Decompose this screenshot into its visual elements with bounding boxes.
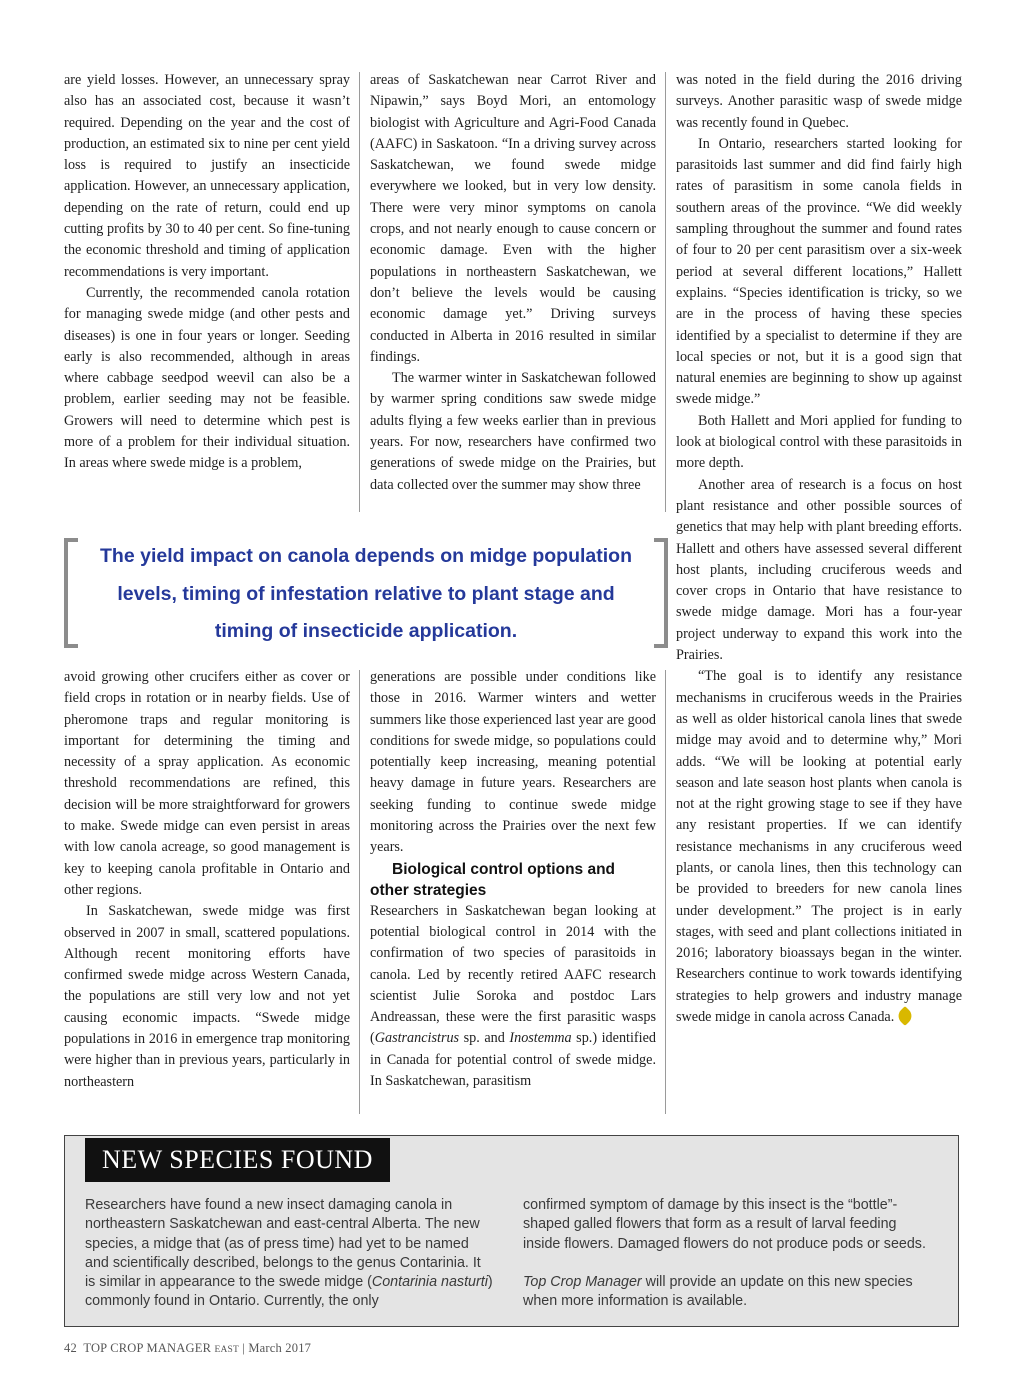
body-paragraph: Currently, the recommended canola rotation for managing swede midge (and other pests and diseases) is one in four years or longer. Seeding early is also recommended, although in areas where cabbage seedpod weevil can also be a problem, earlier seeding may not be feasible. Growers will need to determine which pest is more of a problem for their individual situation. In areas where swede midge is a problem, [64, 284, 350, 472]
pull-quote [64, 538, 668, 650]
article-column-3 [676, 70, 962, 1028]
column-divider [665, 670, 666, 1114]
article-column-1-upper [64, 70, 350, 475]
body-paragraph: generations are possible under conditions like those in 2016. Warmer winters and wetter summers like those experienced last year are good conditions for swede midge, so populations could potentially keep increasing, meaning potential heavy damage in future years. Researchers are seeking funding to continue swede midge monitoring across the Prairies over the next few years. [370, 669, 656, 856]
species-name: Inostemma [509, 1030, 572, 1047]
body-paragraph: Both Hallett and Mori applied for funding to look at biological control with these parasitoids in more depth. [676, 412, 962, 472]
species-name: Contarinia nasturti [371, 1274, 488, 1291]
sidebar-title: NEW SPECIES FOUND [85, 1138, 390, 1182]
body-paragraph: In Saskatchewan, swede midge was first observed in 2007 in small, scattered populations. Although recent monitoring efforts have confirmed swede midge across Western Canada, the populations are still very low and not yet causing economic impacts. “Swede midge populations in 2016 in emergence trap monitoring were higher than in previous years, particularly in northeastern [64, 903, 350, 1090]
body-paragraph: In Ontario, researchers started looking for parasitoids last summer and did find fairly high rates of parasitism in some canola fields in southern areas of the province. “We did weekly sampling throughout the summer and found rates of four to 20 per cent parasitism over a six-week period at several different locations,” Hallett explains. “Species identification is tricky, so we are in the process of having these species identified by a specialist to determine if they are local species or not, but it is a good sign that natural enemies are beginning to show up against swede midge.” [676, 135, 962, 408]
sidebar-paragraph: confirmed symptom of damage by this insect is the “bottle”-shaped galled flowers that form as a result of larval feeding inside flowers. Damaged flowers do not produce pods or seeds. [523, 1197, 926, 1252]
issue-date: March 2017 [248, 1341, 312, 1355]
sidebar-column-right [523, 1196, 933, 1311]
body-paragraph: avoid growing other crucifers either as cover or field crops in rotation or in nearby fields. Use of pheromone traps and regular monitoring is important for determining the timing and necessity of a spray application. As economic threshold recommendations are refined, this decision will be more straightforward for growers to make. Swede midge can even persist in areas with low canola acreage, so good management is key to keeping canola profitable in Ontario and other regions. [64, 669, 350, 898]
page-number: 42 [64, 1341, 77, 1355]
article-column-1-lower [64, 667, 350, 1093]
sidebar-box [64, 1135, 959, 1327]
sidebar-column-left [85, 1196, 495, 1312]
column-divider [665, 72, 666, 512]
page-footer [64, 1341, 311, 1356]
column-divider [359, 670, 360, 1114]
body-paragraph: areas of Saskatchewan near Carrot River and Nipawin,” says Boyd Mori, an entomology biologist with Agriculture and Agri-Food Canada (AAFC) in Saskatoon. “In a driving survey across Saskatchewan, we found swede midge everywhere we looked, but in very low density. There were very minor symptoms on canola crops, and not nearly enough to cause concern or economic damage. Even with the higher populations in northeastern Saskatchewan, we don’t believe the levels would be causing economic damage yet.” Driving surveys conducted in Alberta in 2016 resulted in similar findings. [370, 72, 656, 365]
edition-label: EAST [214, 1345, 239, 1355]
article-column-2-lower [370, 667, 656, 1092]
body-paragraph: was noted in the field during the 2016 driving surveys. Another parasitic wasp of swede midge was recently found in Quebec. [676, 72, 962, 131]
pull-quote-text: The yield impact on canola depends on midge population levels, timing of infestation relative to plant stage and timing of insecticide application. [100, 545, 632, 642]
body-paragraph: are yield losses. However, an unnecessary spray also has an associated cost, because it wasn’t required. Depending on the year and the cost of production, an estimated six to nine per cent yield loss is required to justify an insecticide application. However, an unnecessary application, depending on the rate of return, could end up cutting profits by 30 to 40 per cent. So fine-tuning the economic threshold and timing of application recommendations is very important. [64, 72, 350, 280]
canola-leaf-icon [895, 1006, 915, 1026]
section-subheading: Biological control options and other strategies [370, 860, 616, 899]
magazine-name: TOP CROP MANAGER [83, 1341, 212, 1355]
body-paragraph: Another area of research is a focus on host plant resistance and other possible sources of genetics that may help with plant breeding efforts. Hallett and others have assessed several different host plants, including cruciferous weeds and cover crops in Ontario that have resistance to swede midge damage. Mori has a four-year project underway to expand this work into the Prairies. [676, 476, 962, 664]
body-paragraph: Researchers in Saskatchewan began looking at potential biological control in 2014 with the confirmation of two species of parasitoids in canola. Led by recently retired AAFC research scientist Julie Soroka and postdoc Lars Andreassan, these were the first parasitic wasps (Gastrancistrus sp. and Inostemma sp.) identified in Canada for potential control of swede midge. In Saskatchewan, parasitism [370, 902, 656, 1090]
column-divider [359, 72, 360, 512]
sidebar-paragraph: Top Crop Manager will provide an update on this new species when more information is available. [523, 1273, 913, 1310]
footer-separator: | [242, 1341, 246, 1355]
species-name: Gastrancistrus [374, 1030, 460, 1047]
sidebar-paragraph: Researchers have found a new insect damaging canola in northeastern Saskatchewan and east-central Alberta. The new species, a midge that (as of press time) had yet to be named and scientifically described, belongs to the genus Contarinia. It is similar in appearance to the swede midge (Contarinia nasturti) commonly found in Ontario. Currently, the only [85, 1197, 493, 1310]
body-paragraph: The warmer winter in Saskatchewan followed by warmer spring conditions saw swede midge adults flying a few weeks earlier than in previous years. For now, researchers have confirmed two generations of swede midge on the Prairies, but data collected over the summer may show three [370, 370, 656, 493]
publication-name: Top Crop Manager [523, 1273, 642, 1290]
article-column-2-upper [370, 70, 656, 496]
right-bracket-icon [654, 538, 668, 648]
left-bracket-icon [64, 538, 78, 648]
body-paragraph: “The goal is to identify any resistance mechanisms in cruciferous weeds in the Prairies as well as older historical canola lines that swede midge may avoid and to determine why,” Mori adds. “We will be looking at potential early season and late season host plants when canola is not at the right growing stage to see if they have any resistant properties. If we can identify resistance mechanisms in any cruciferous weed plants, or canola lines, then this technology can be provided to breeders for new canola lines under development.” The project is in early stages, with seed and plant collections initiated in 2016; laboratory bioassays began in the winter. Researchers continue to work towards identifying strategies to help growers and industry manage swede midge in canola across Canada. [676, 668, 962, 1026]
